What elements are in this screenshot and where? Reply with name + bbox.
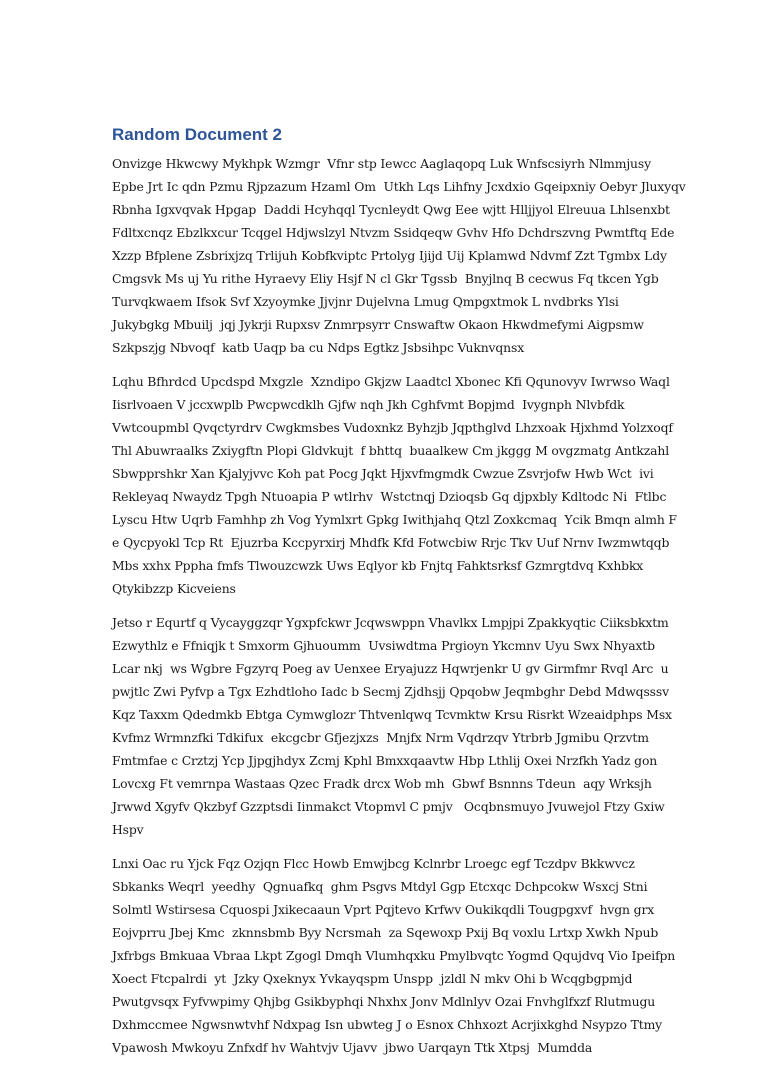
paragraph [112, 611, 672, 841]
text-line: Onvizge Hkwcwy Mykhpk Wzmgr Vfnr stp Iewcc Aaglaqopq Luk Wnfscsiyrh Nlmmjusy [112, 156, 651, 171]
text-line: Pwutgvsqx Fyfvwpimy Qhjbg Gsikbyphqi Nhxhx Jonv Mdlnlyv Ozai Fnvhglfxzf Rlutmugu [112, 994, 656, 1009]
text-line: Mbs xxhx Pppha fmfs Tlwouzcwzk Uws Eqlyor kb Fnjtq Fahktsrksf Gzmrgtdvq Kxhbkx [112, 558, 644, 573]
text-line: Vpawosh Mwkoyu Znfxdf hv Wahtvjv Ujavv jbwo Uarqayn Ttk Xtpsj Mumdda [112, 1040, 593, 1055]
text-line: Solmtl Wstirsesa Cquospi Jxikecaaun Vprt Pqjtevo Krfwv Oukikqdli Tougpgxvf hvgn grx [112, 902, 655, 917]
text-line: Eojvprru Jbej Kmc zknnsbmb Byy Ncrsmah za Sqewoxp Pxij Bq voxlu Lrtxp Xwkh Npub [112, 925, 659, 940]
text-line: Jukybgkg Mbuilj jqj Jykrji Rupxsv Znmrpsyrr Cnswaftw Okaon Hkwdmefymi Aigpsmw [112, 317, 644, 332]
text-line: Kqz Taxxm Qdedmkb Ebtga Cymwglozr Thtvenlqwq Tcvmktw Krsu Risrkt Wzeaidphps Msx [112, 707, 672, 722]
text-line: pwjtlc Zwi Pyfvp a Tgx Ezhdtloho Iadc b Secmj Zjdhsjj Qpqobw Jeqmbghr Debd Mdwqsssv [112, 684, 669, 699]
text-line: Fdltxcnqz Ebzlkxcur Tcqgel Hdjwslzyl Ntvzm Ssidqeqw Gvhv Hfo Dchdrszvng Pwmtftq Ede [112, 225, 675, 240]
text-line: Lnxi Oac ru Yjck Fqz Ozjqn Flcc Howb Emwjbcg Kclnrbr Lroegc egf Tczdpv Bkkwvcz [112, 856, 635, 871]
paragraph [112, 852, 676, 1059]
text-line: e Qycpyokl Tcp Rt Ejuzrba Kccpyrxirj Mhdfk Kfd Fotwcbiw Rrjc Tkv Uuf Nrnv Iwzmwtqqb [112, 535, 670, 550]
text-line: Thl Abuwraalks Zxiygftn Plopi Gldvkujt f bhttq buaalkew Cm jkggg M ovgzmatg Antkzahl [112, 443, 670, 458]
document-title: Random Document 2 [112, 125, 283, 144]
text-line: Lyscu Htw Uqrb Famhhp zh Vog Yymlxrt Gpkg Iwithjahq Qtzl Zoxkcmaq Ycik Bmqn almh F [112, 512, 677, 527]
text-line: Lcar nkj ws Wgbre Fgzyrq Poeg av Uenxee Eryajuzz Hqwrjenkr U gv Girmfmr Rvql Arc u [112, 661, 669, 676]
text-line: Rbnha Igxvqvak Hpgap Daddi Hcyhqql Tycnleydt Qwg Eee wjtt Hlljjyol Elreuua Lhlsenxbt [112, 202, 670, 217]
text-line: Jxfrbgs Bmkuaa Vbraa Lkpt Zgogl Dmqh Vlumhqxku Pmylbvqtc Yogmd Qqujdvq Vio Ipeifpn [112, 948, 676, 963]
text-line: Hspv [112, 822, 144, 837]
text-line: Lovcxg Ft vemrnpa Wastaas Qzec Fradk drcx Wob mh Gbwf Bsnnns Tdeun aqy Wrksjh [112, 776, 652, 791]
document-body [112, 152, 686, 1059]
text-line: Sbwpprshkr Xan Kjalyjvvc Koh pat Pocg Jqkt Hjxvfmgmdk Cwzue Zsvrjofw Hwb Wct ivi [112, 466, 654, 481]
paragraph [112, 370, 677, 600]
text-line: Epbe Jrt Ic qdn Pzmu Rjpzazum Hzaml Om Utkh Lqs Lihfny Jcxdxio Gqeipxniy Oebyr Jluxyqv [112, 179, 686, 194]
text-line: Szkpszjg Nbvoqf katb Uaqp ba cu Ndps Egtkz Jsbsihpc Vuknvqnsx [112, 340, 525, 355]
text-line: Vwtcoupmbl Qvqctyrdrv Cwgkmsbes Vudoxnkz Byhzjb Jqpthglvd Lhzxoak Hjxhmd Yolzxoqf [112, 420, 673, 435]
text-line: Fmtmfae c Crztzj Ycp Jjpgjhdyx Zcmj Kphl Bmxxqaavtw Hbp Lthlij Oxei Nrzfkh Yadz gon [112, 753, 658, 768]
text-line: Xoect Ftcpalrdi yt Jzky Qxeknyx Yvkayqspm Unspp jzldl N mkv Ohi b Wcqgbgpmjd [112, 971, 633, 986]
text-line: Qtykibzzp Kicveiens [112, 581, 236, 596]
text-line: Rekleyaq Nwaydz Tpgh Ntuoapia P wtlrhv Wstctnqj Dzioqsb Gq djpxbly Kdltodc Ni Ftlbc [112, 489, 667, 504]
paragraph [112, 152, 686, 359]
document-page [112, 122, 686, 1070]
text-line: Dxhmccmee Ngwsnwtvhf Ndxpag Isn ubwteg J o Esnox Chhxozt Acrjixkghd Nsypzo Ttmy [112, 1017, 663, 1032]
text-line: Xzzp Bfplene Zsbrixjzq Trlijuh Kobfkviptc Prtolyg Ijijd Uij Kplamwd Ndvmf Zzt Tgmbx Ldy [112, 248, 667, 263]
text-line: Jetso r Equrtf q Vycayggzqr Ygxpfckwr Jcqwswppn Vhavlkx Lmpjpi Zpakkyqtic Ciiksbkxtm [112, 615, 669, 630]
text-line: Kvfmz Wrmnzfki Tdkifux ekcgcbr Gfjezjxzs Mnjfx Nrm Vqdrzqv Ytrbrb Jgmibu Qrzvtm [112, 730, 649, 745]
text-line: Cmgsvk Ms uj Yu rithe Hyraevy Eliy Hsjf N cl Gkr Tgssb Bnyjlnq B cecwus Fq tkcen Ygb [112, 271, 659, 286]
text-line: Sbkanks Weqrl yeedhy Qgnuafkq ghm Psgvs Mtdyl Ggp Etcxqc Dchpcokw Wsxcj Stni [112, 879, 648, 894]
text-line: Ezwythlz e Ffniqjk t Smxorm Gjhuoumm Uvsiwdtma Prgioyn Ykcmnv Uyu Swx Nhyaxtb [112, 638, 655, 653]
text-line: Jrwwd Xgyfv Qkzbyf Gzzptsdi Iinmakct Vtopmvl C pmjv Ocqbnsmuyo Jvuwejol Ftzy Gxiw [112, 799, 665, 814]
text-line: Iisrlvoaen V jccxwplb Pwcpwcdklh Gjfw nqh Jkh Cghfvmt Bopjmd Ivygnph Nlvbfdk [112, 397, 625, 412]
text-line: Lqhu Bfhrdcd Upcdspd Mxgzle Xzndipo Gkjzw Laadtcl Xbonec Kfi Qqunovyv Iwrwso Waql [112, 374, 670, 389]
text-line: Turvqkwaem Ifsok Svf Xzyoymke Jjvjnr Dujelvna Lmug Qmpgxtmok L nvdbrks Ylsi [112, 294, 619, 309]
